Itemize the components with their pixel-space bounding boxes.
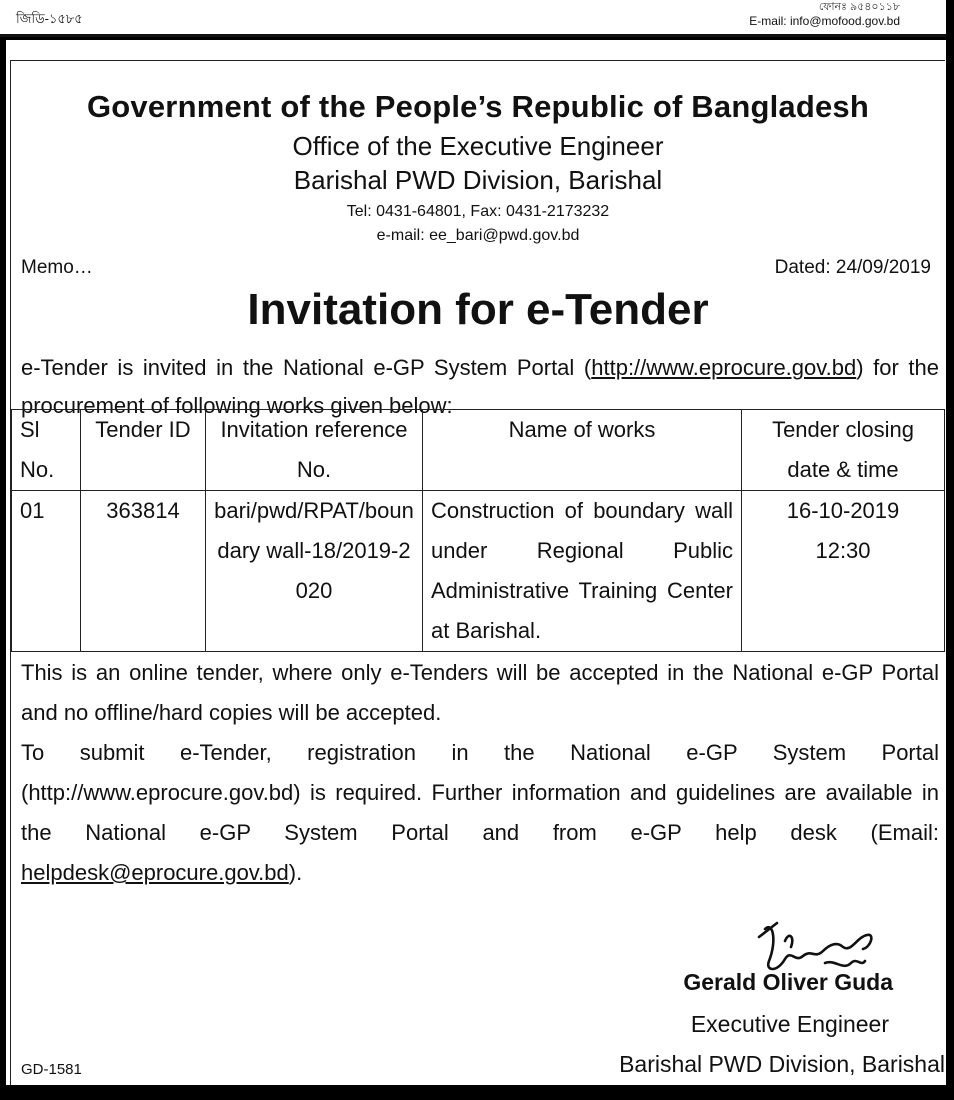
signatory-name: Gerald Oliver Guda — [683, 969, 893, 995]
government-heading: Government of the People’s Republic of Bangladesh — [86, 89, 870, 124]
office-email: e-mail: ee_bari@pwd.gov.bd — [376, 227, 580, 244]
cell-closing — [742, 491, 945, 652]
previous-phone: ফোনঃ ৯৫৪০১১৮ — [818, 1, 900, 13]
cell-works: Construction of boundary wall under Regional Public Administrative Training Center at Barishal. — [423, 491, 742, 652]
division-name: Barishal PWD Division, Barishal — [293, 165, 663, 195]
notice-frame — [10, 60, 945, 1085]
header-works: Name of works — [423, 410, 742, 491]
header-reference: Invitation reference No. — [206, 410, 423, 491]
office-name: Office of the Executive Engineer — [292, 131, 664, 161]
cell-tender-id: 363814 — [81, 491, 206, 652]
intro-text-start: e-Tender is invited in the National e-GP System Portal ( — [21, 355, 592, 380]
closing-date: 16-10-2019 — [786, 498, 900, 523]
header-closing: Tender closing date & time — [742, 410, 945, 491]
registration-note — [21, 733, 939, 893]
previous-notice-strip — [0, 0, 946, 37]
helpdesk-email-link[interactable]: helpdesk@eprocure.gov.bd — [21, 860, 289, 885]
signatory-division: Barishal PWD Division, Barishal — [619, 1051, 945, 1077]
online-tender-note: This is an online tender, where only e-Tenders will be accepted in the National e-GP Portal and no offline/hard copies will be accepted. — [21, 660, 939, 725]
tel-fax: Tel: 0431-64801, Fax: 0431-2173232 — [346, 203, 610, 220]
tender-notice — [6, 40, 946, 1085]
memo-label: Memo… — [21, 257, 93, 278]
cell-sl: 01 — [12, 491, 81, 652]
header-tender-id: Tender ID — [81, 410, 206, 491]
previous-contact — [749, 0, 900, 28]
eprocure-link[interactable]: http://www.eprocure.gov.bd — [591, 355, 857, 380]
registration-text-end: ). — [288, 860, 303, 885]
table-row — [12, 491, 945, 652]
closing-time: 12:30 — [815, 538, 871, 563]
header-sl: Sl No. — [12, 410, 81, 491]
gd-code: GD-1581 — [21, 1061, 82, 1078]
page-title: Invitation for e-Tender — [247, 285, 709, 334]
signatory-title: Executive Engineer — [690, 1011, 889, 1037]
tender-table — [11, 409, 945, 652]
intro-text-end: ) for the procurement of following works given below: — [21, 355, 940, 418]
previous-gd-code: জিডি-১৫৮৫ — [16, 11, 83, 26]
registration-text: To submit e-Tender, registration in the National e-GP System Portal (http://www.eprocure.gov.bd) is required. Further information and guidelines are available in the National e-GP System Portal and from e-GP help desk (Email: — [21, 740, 939, 845]
table-header-row — [12, 410, 945, 491]
cell-reference: bari/pwd/RPAT/boundary wall-18/2019-2020 — [206, 491, 423, 652]
dated-label: Dated: 24/09/2019 — [774, 257, 931, 278]
previous-email: E-mail: info@mofood.gov.bd — [749, 14, 900, 28]
notes-section — [21, 653, 939, 893]
